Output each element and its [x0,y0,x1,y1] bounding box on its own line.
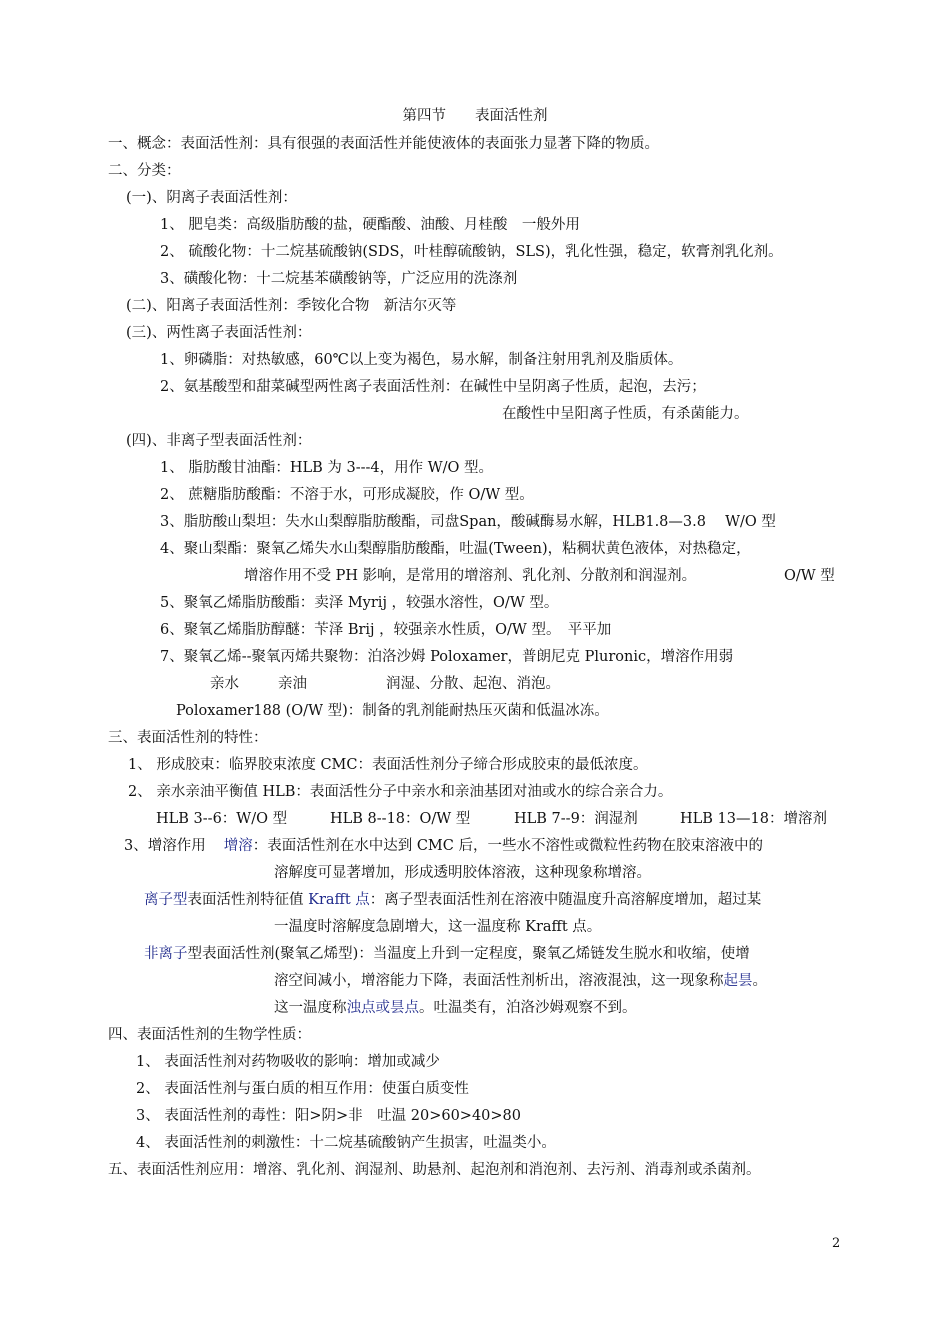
zwitterionic-heading: (三)、两性离子表面活性剂： [126,325,312,341]
anionic-item-2: 2、 硫酸化物：十二烷基硫酸钠(SDS，叶桂醇硫酸钠，SLS)，乳化性强，稳定，软膏剂乳化剂。 [160,244,783,260]
nonionic-term: 非离子 [144,946,188,962]
hlb-range-4: HLB 13—18：增溶剂 [680,811,827,827]
hlb-range-2: HLB 8--18：O/W 型 [330,811,471,827]
solubilization-def-cont: 溶解度可显著增加，形成透明胶体溶液，这种现象称增溶。 [274,865,651,881]
anionic-heading: (一)、阴离子表面活性剂： [126,190,297,206]
nonionic-item-4-cont: 增溶作用不受 PH 影响，是常用的增溶剂、乳化剂、分散剂和润湿剂。 [244,568,697,584]
anionic-item-1: 1、 肥皂类：高级脂肪酸的盐，硬酯酸、油酸、月桂酸 一般外用 [160,217,580,233]
nonionic-item-5: 5、聚氧乙烯脂肪酸酯：卖泽 Myrij ，较强水溶性，O/W 型。 [160,595,559,611]
cloud-point-def-cont [274,971,767,991]
nonionic-item-1: 1、 脂肪酸甘油酯：HLB 为 3---4，用作 W/O 型。 [160,460,494,476]
poloxamer188-line: Poloxamer188 (O/W 型)：制备的乳剂能耐热压灭菌和低温冰冻。 [176,703,609,719]
hlb-range-1: HLB 3--6：W/O 型 [156,811,288,827]
hlb-range-3: HLB 7--9：润湿剂 [514,811,638,827]
nonionic-item-4: 4、聚山梨酯：聚氧乙烯失水山梨醇脂肪酸酯，吐温(Tween)，粘稠状黄色液体，对热稳定， [160,541,751,557]
krafft-intro: 表面活性剂特征值 [187,892,309,908]
biology-item-3: 3、 表面活性剂的毒性：阳>阴>非 吐温 20>60>40>80 [136,1108,521,1124]
ionic-term: 离子型 [144,892,188,908]
solubilization-def: ：表面活性剂在水中达到 CMC 后，一些水不溶性或微粒性药物在胶束溶液中的 [252,838,763,854]
nonionic-item-3: 3、脂肪酸山梨坦：失水山梨醇脂肪酸酯，司盘Span，酸碱酶易水解，HLB1.8—3.8 W/O 型 [160,514,776,530]
solubilization-term: 增溶 [223,838,253,854]
cloud-point-def: 型表面活性剂(聚氧乙烯型)：当温度上升到一定程度，聚氧乙烯链发生脱水和收缩，使增 [187,946,750,962]
anionic-item-3: 3、磺酸化物：十二烷基苯磺酸钠等，广泛应用的洗涤剂 [160,271,518,287]
hydrophilic-label: 亲水 [210,676,239,692]
biology-item-1: 1、 表面活性剂对药物吸收的影响：增加或减少 [136,1054,440,1070]
cationic-heading: (二)、阳离子表面活性剂：季铵化合物 新洁尔灭等 [126,298,457,314]
nonionic-item-6: 6、聚氧乙烯脂肪醇醚：苄泽 Brij ，较强亲水性质，O/W 型。 平平加 [160,622,612,638]
krafft-term: Krafft 点 [308,892,370,908]
property-micelle: 1、 形成胶束：临界胶束浓度 CMC：表面活性剂分子缔合形成胶束的最低浓度。 [128,757,648,773]
nonionic-item-7: 7、聚氧乙烯--聚氧丙烯共聚物：泊洛沙姆 Poloxamer，普朗尼克 Pluronic，增溶作用弱 [160,649,734,665]
applications-line: 五、表面活性剂应用：增溶、乳化剂、润湿剂、助悬剂、起泡剂和消泡剂、去污剂、消毒剂或杀菌剂。 [108,1162,761,1178]
nonionic-item-4-type: O/W 型 [784,568,835,584]
biology-item-2: 2、 表面活性剂与蛋白质的相互作用：使蛋白质变性 [136,1081,469,1097]
zwitterionic-item-2-cont: 在酸性中呈阳离子性质，有杀菌能力。 [502,406,749,422]
cloud-point-term: 浊点或昙点 [346,1000,419,1016]
cloud-point-note: 。吐温类有，泊洛沙姆观察不到。 [419,1000,637,1016]
krafft-def-cont: 一温度时溶解度急剧增大，这一温度称 Krafft 点。 [274,919,602,935]
classification-heading: 二、分类： [108,163,181,179]
zwitterionic-item-2: 2、氨基酸型和甜菜碱型两性离子表面活性剂：在碱性中呈阴离子性质，起泡，去污； [160,379,706,395]
nonionic-item-2: 2、 蔗糖脂肪酸酯：不溶于水，可形成凝胶，作 O/W 型。 [160,487,534,503]
biology-heading: 四、表面活性剂的生物学性质： [108,1027,311,1043]
cloud-point-def-end [274,998,637,1018]
lipophilic-label: 亲油 [278,676,307,692]
cloud-point-intro: 这一温度称 [274,1000,347,1016]
concept-line: 一、概念：表面活性剂：具有很强的表面活性并能使液体的表面张力显著下降的物质。 [108,136,659,152]
properties-heading: 三、表面活性剂的特性： [108,730,268,746]
cloud-point-def-text: 溶空间减小，增溶能力下降，表面活性剂析出，溶液混浊，这一现象称 [274,973,724,989]
nonionic-heading: (四)、非离子型表面活性剂： [126,433,312,449]
poloxamer-uses: 润湿、分散、起泡、消泡。 [386,676,560,692]
cloud-point-line [144,944,750,964]
page-number: 2 [832,1236,841,1251]
section-title: 第四节 表面活性剂 [402,108,548,124]
krafft-def: ：离子型表面活性剂在溶液中随温度升高溶解度增加，超过某 [369,892,762,908]
zwitterionic-item-1: 1、卵磷脂：对热敏感，60℃以上变为褐色，易水解，制备注射用乳剂及脂质体。 [160,352,683,368]
cloud-point-period: 。 [752,973,767,989]
solubilization-label: 3、增溶作用 [124,838,206,854]
clouding-term: 起昙 [723,973,753,989]
solubilization-line [124,836,763,856]
krafft-line [144,890,761,910]
property-hlb: 2、 亲水亲油平衡值 HLB：表面活性分子中亲水和亲油基团对油或水的综合亲合力。 [128,784,673,800]
biology-item-4: 4、 表面活性剂的刺激性：十二烷基硫酸钠产生损害，吐温类小。 [136,1135,556,1151]
